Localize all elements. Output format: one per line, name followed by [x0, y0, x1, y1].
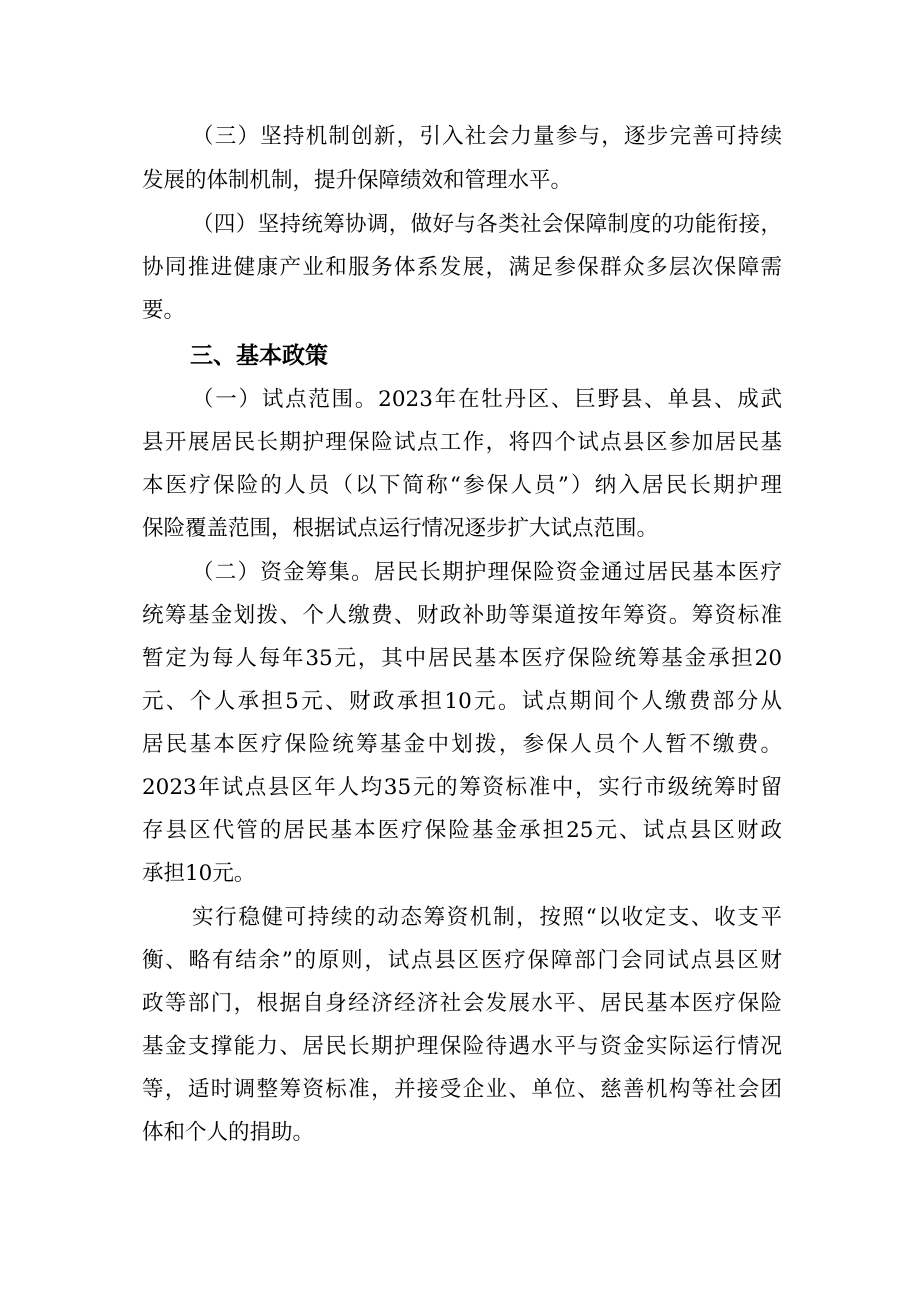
paragraph-line: 基金支撑能力、居民长期护理保险待遇水平与资金实际运行情况	[142, 1034, 782, 1059]
paragraph-line: 发展的体制机制，提升保障绩效和管理水平。	[142, 168, 573, 193]
paragraph-line: 元、个人承担5元、财政承担10元。试点期间个人缴费部分从	[142, 689, 782, 714]
paragraph-line: 政等部门，根据自身经济经济社会发展水平、居民基本医疗保险	[142, 991, 782, 1016]
paragraph-line: （四）坚持统筹协调，做好与各类社会保障制度的功能衔接，	[192, 212, 782, 237]
paragraph-line: 体和个人的捐助。	[142, 1120, 315, 1145]
paragraph-line: （二）资金筹集。居民长期护理保险资金通过居民基本医疗	[192, 560, 782, 585]
paragraph-line: （三）坚持机制创新，引入社会力量参与，逐步完善可持续	[192, 124, 782, 149]
paragraph-line: 县开展居民长期护理保险试点工作，将四个试点县区参加居民基	[142, 430, 782, 455]
paragraph-line: 暂定为每人每年35元，其中居民基本医疗保险统筹基金承担20	[142, 646, 782, 671]
paragraph-line: 存县区代管的居民基本医疗保险基金承担25元、试点县区财政	[142, 818, 782, 843]
paragraph-line: 协同推进健康产业和服务体系发展，满足参保群众多层次保障需	[142, 255, 782, 280]
paragraph-line: 居民基本医疗保险统筹基金中划拨，参保人员个人暂不缴费。	[142, 732, 782, 757]
paragraph-line: 实行稳健可持续的动态筹资机制，按照“以收定支、收支平	[192, 905, 782, 930]
section-heading: 三、基本政策	[190, 343, 328, 369]
paragraph-line: 保险覆盖范围，根据试点运行情况逐步扩大试点范围。	[142, 516, 659, 541]
paragraph-line: 本医疗保险的人员（以下简称“参保人员”）纳入居民长期护理	[142, 473, 782, 498]
paragraph-line: 等，适时调整筹资标准，并接受企业、单位、慈善机构等社会团	[142, 1077, 782, 1102]
paragraph-line: 统筹基金划拨、个人缴费、财政补助等渠道按年筹资。筹资标准	[142, 603, 782, 628]
paragraph-line: 衡、略有结余”的原则，试点县区医疗保障部门会同试点县区财	[142, 948, 782, 973]
paragraph-line: 要。	[142, 298, 186, 323]
paragraph-line: 2023年试点县区年人均35元的筹资标准中，实行市级统筹时留	[142, 775, 782, 800]
paragraph-line: 承担10元。	[142, 861, 256, 886]
paragraph-line: （一）试点范围。2023年在牡丹区、巨野县、单县、成武	[192, 387, 782, 412]
